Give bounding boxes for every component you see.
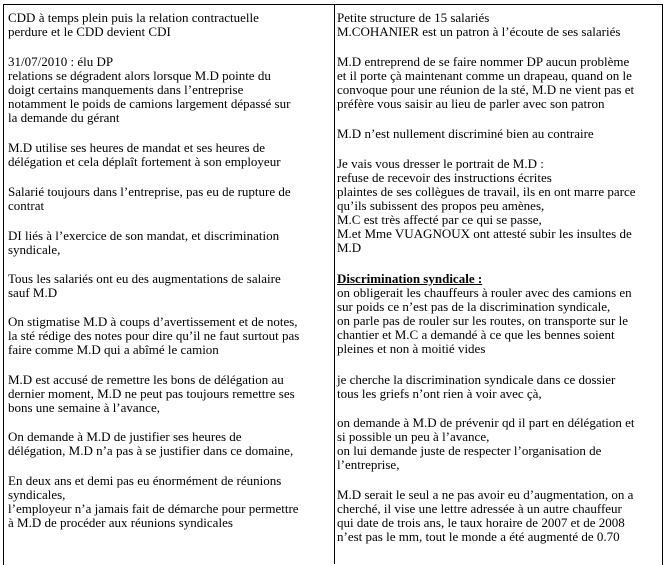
right_column-line: n’est pas le mm, tout le monde a été augmenté de 0.70 (337, 529, 620, 544)
left_column-line: faire comme M.D qui a abîmé le camion (8, 342, 219, 357)
left_column-line: On stigmatise M.D à coups d’avertissement et de notes, (8, 314, 298, 329)
left_column-line: M.D utilise ses heures de mandat et ses heures de (8, 140, 266, 155)
right_column-line: on lui demande juste de respecter l’organisation de (337, 443, 602, 458)
right_column-line: plaintes de ses collègues de travail, ils en ont marre parce (337, 184, 636, 199)
right_column-line: qu’ils subissent des propos peu amènes, (337, 198, 545, 213)
right_column-line: qui date de trois ans, le taux horaire de 2007 et de 2008 (337, 515, 625, 530)
right_column-line: tous les griefs n’ont rien à voir avec çà, (337, 386, 542, 401)
right_column-line: Je vais vous dresser le portrait de M.D : (337, 156, 544, 171)
left_column-line: doigt certains manquements dans l’entreprise (8, 82, 244, 97)
left_column-line: syndicales, (8, 487, 66, 502)
left_column-line: Tous les salariés ont eu des augmentations de salaire (8, 271, 281, 286)
right_column-line: on obligerait les chauffeurs à rouler avec des camions en (337, 285, 632, 300)
right_column-line: sur poids ce n’est pas de la discrimination syndicale, (337, 299, 611, 314)
right_column-line: refuse de recevoir des instructions écrites (337, 170, 552, 185)
left_column-line: CDD à temps plein puis la relation contractuelle (8, 10, 259, 25)
right_column-line: je cherche la discrimination syndicale dans ce dossier (337, 372, 616, 387)
right_column-line: chantier et M.C a demandé à ce que les bennes soient (337, 327, 615, 342)
right_column-line: Petite structure de 15 salariés (337, 10, 490, 25)
right_column-line: cherché, il vise une lettre adressée à un autre chauffeur (337, 501, 622, 516)
right_column-line: Discrimination syndicale : (337, 271, 483, 286)
right_column-line: M.COHANIER est un patron à l’écoute de ses salariés (337, 24, 621, 39)
left_column-line: l’employeur n’a jamais fait de démarche pour permettre (8, 501, 299, 516)
right_column-line: convoque pour une réunion de la sté, M.D ne vient pas et (337, 82, 635, 97)
right_column-line: on demande à M.D de prévenir qd il part en délégation et (337, 415, 635, 430)
column-divider (334, 4, 335, 564)
right_column-line: préfère vous saisir au lieu de parler avec son patron (337, 96, 605, 111)
right_column-line: M.D entreprend de se faire nommer DP aucun problème (337, 54, 630, 69)
right_column-line: et il porte çà maintenant comme un drapeau, quand on le (337, 68, 632, 83)
right_column-line: M.D serait le seul a ne pas avoir eu d’augmentation, on a (337, 487, 634, 502)
left_column-line: Salarié toujours dans l’entreprise, pas eu de rupture de (8, 184, 291, 199)
left_column-line: 31/07/2010 : élu DP (8, 54, 114, 69)
left_column-line: délégation et cela déplaît fortement à son employeur (8, 154, 281, 169)
left_column-line: la sté rédige des notes pour dire qu’il ne faut surtout pas (8, 328, 300, 343)
left_column-line: à M.D de procéder aux réunions syndicales (8, 515, 233, 530)
right_column-line: pleines et non à moitié vides (337, 341, 486, 356)
right_column-line: si possible un peu à l’avance, (337, 429, 490, 444)
right_column-line: M.D n’est nullement discriminé bien au contraire (337, 126, 594, 141)
left_column-line: contrat (8, 198, 45, 213)
left_column-line: relations se dégradent alors lorsque M.D pointe du (8, 68, 271, 83)
right_column-line: M.et Mme VUAGNOUX ont attesté subir les insultes de (337, 226, 632, 241)
right_column-line: M.C est très affecté par ce qui se passe, (337, 212, 542, 227)
left_column-line: M.D est accusé de remettre les bons de délégation au (8, 372, 284, 387)
left_column-line: délégation, M.D n’a pas à se justifier dans ce domaine, (8, 443, 294, 458)
left_column-line: En deux ans et demi pas eu énormément de réunions (8, 473, 282, 488)
right_column-line: l’entreprise, (337, 457, 400, 472)
right_column-line: on parle pas de rouler sur les routes, on transporte sur le (337, 313, 628, 328)
left_column-line: sauf M.D (8, 285, 58, 300)
left_column-line: notamment le poids de camions largement dépassé sur (8, 96, 291, 111)
left_column-line: bons une semaine à l’avance, (8, 400, 160, 415)
left_column-line: DI liés à l’exercice de son mandat, et discrimination (8, 228, 280, 243)
right_column-line: M.D (337, 240, 362, 255)
left_column-line: perdure et le CDD devient CDI (8, 24, 171, 39)
left_column-line: syndicale, (8, 242, 61, 257)
left_column-line: la demande du gérant (8, 110, 120, 125)
left_column-line: dernier moment, M.D ne peut pas toujours remettre ses (8, 386, 295, 401)
left_column-line: On demande à M.D de justifier ses heures de (8, 429, 242, 444)
